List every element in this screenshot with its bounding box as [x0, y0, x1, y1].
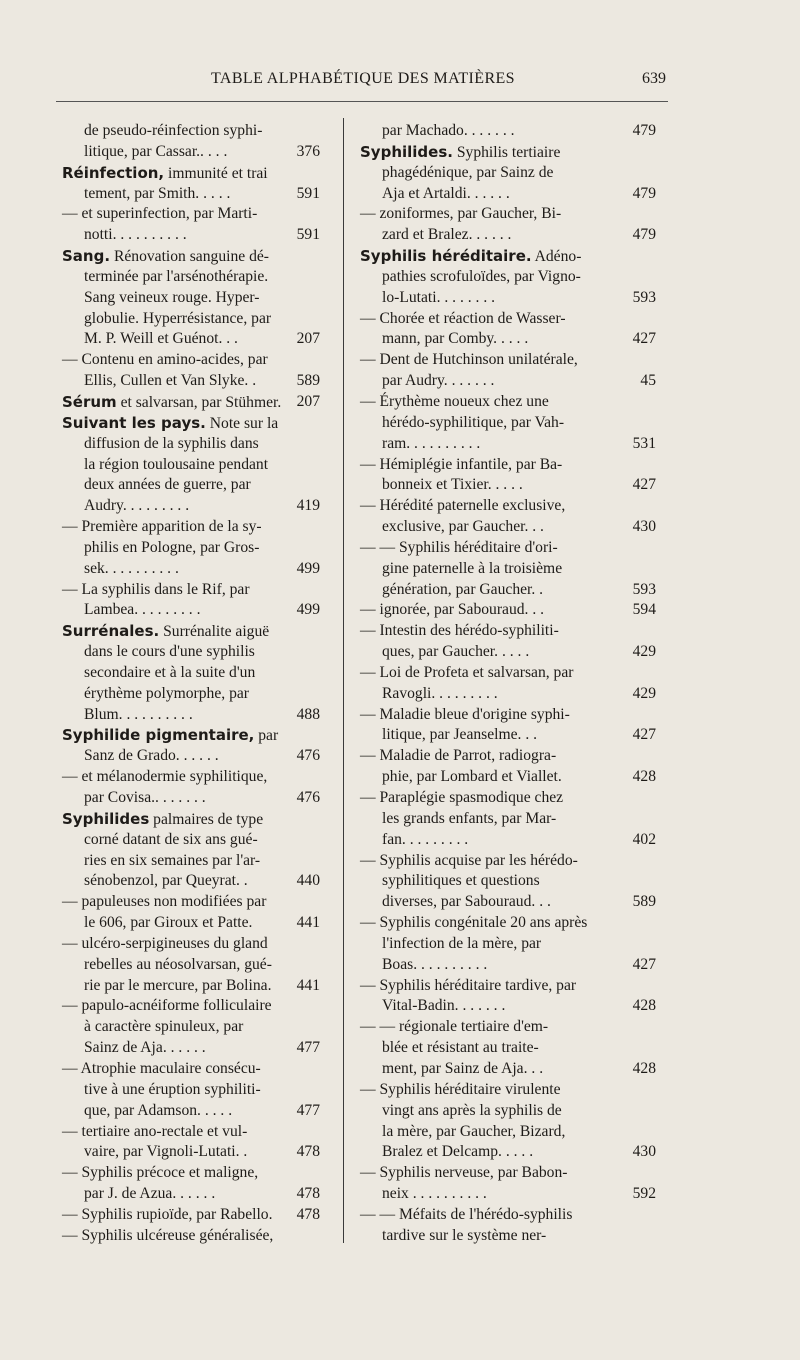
index-line: [62, 1184, 320, 1205]
index-entry-text: Surrénales. Surrénalite aiguë: [62, 622, 270, 641]
index-entry-text: — et superinfection, par Marti-: [62, 205, 258, 223]
index-entry-text: — ulcéro-serpigineuses du gland: [62, 934, 268, 952]
index-line: [62, 371, 320, 392]
index-page-number: 45: [640, 372, 656, 390]
index-line: [360, 559, 656, 580]
index-entry-text: — Hérédité paternelle exclusive,: [360, 497, 566, 515]
index-entry-text: ques, par Gaucher. . . . .: [382, 643, 530, 661]
index-entry-text: Audry. . . . . . . . .: [84, 497, 190, 515]
index-page-number: 441: [296, 976, 320, 994]
index-line: [62, 559, 320, 580]
index-line: [62, 767, 320, 788]
index-entry-text: par Audry. . . . . . .: [382, 372, 495, 390]
index-entry-text: tive à une éruption syphiliti-: [84, 1080, 261, 1098]
index-line: [360, 1038, 656, 1059]
index-entry-text: Ellis, Cullen et Van Slyke. .: [84, 372, 257, 390]
index-entry-text: — et mélanodermie syphilitique,: [62, 768, 268, 786]
index-line: [62, 434, 320, 455]
index-line: [360, 1163, 656, 1184]
index-line: [360, 934, 656, 955]
index-page-number: 477: [296, 1101, 320, 1119]
index-entry-text: — Syphilis ulcéreuse généralisée,: [62, 1226, 274, 1244]
index-line: [360, 725, 656, 746]
index-line: [62, 830, 320, 851]
index-line: [360, 267, 656, 288]
index-entry-text: que, par Adamson. . . . .: [84, 1101, 233, 1119]
index-line: [62, 851, 320, 872]
index-line: [62, 996, 320, 1017]
index-line: [360, 434, 656, 455]
index-line: [62, 976, 320, 997]
index-line: [360, 246, 656, 267]
index-entry-text: dans le cours d'une syphilis: [84, 643, 255, 661]
index-line: [62, 705, 320, 726]
index-line: [360, 642, 656, 663]
index-entry-text: Syphilis héréditaire. Adéno-: [360, 247, 582, 266]
index-entry-text: — Contenu en amino-acides, par: [62, 351, 268, 369]
index-page-number: 428: [632, 768, 656, 786]
index-page-number: 428: [632, 1059, 656, 1077]
index-entry-text: blée et résistant au traite-: [382, 1039, 539, 1057]
index-entry-text: Aja et Artaldi. . . . . .: [382, 184, 510, 202]
index-entry-text: — ignorée, par Sabouraud. . .: [360, 601, 545, 619]
index-line: [62, 121, 320, 142]
index-page-number: 499: [296, 601, 320, 619]
index-line: [62, 642, 320, 663]
index-line: [62, 1142, 320, 1163]
index-line: [360, 580, 656, 601]
index-line: [62, 684, 320, 705]
right-column: [360, 121, 656, 1247]
index-line: [360, 705, 656, 726]
index-entry-text: — Syphilis précoce et maligne,: [62, 1164, 259, 1182]
index-entry-text: la mère, par Gaucher, Bizard,: [382, 1122, 566, 1140]
index-line: [62, 621, 320, 642]
index-entry-text: génération, par Gaucher. .: [382, 580, 544, 598]
index-page-number: 402: [632, 830, 656, 848]
index-line: [62, 746, 320, 767]
index-page-number: 207: [296, 392, 320, 410]
index-line: [62, 809, 320, 830]
index-line: [360, 517, 656, 538]
index-page-number: 593: [632, 580, 656, 598]
index-line: [62, 913, 320, 934]
index-line: [360, 392, 656, 413]
index-line: [62, 1059, 320, 1080]
index-entry-text: — Maladie bleue d'origine syphi-: [360, 705, 570, 723]
index-line: [62, 580, 320, 601]
running-header: [60, 70, 666, 98]
index-page-number: 427: [632, 476, 656, 494]
index-page-number: 430: [632, 518, 656, 536]
index-entry-text: ment, par Sainz de Aja. . .: [382, 1059, 544, 1077]
index-entry-text: — tertiaire ano-rectale et vul-: [62, 1122, 248, 1140]
index-line: [360, 1101, 656, 1122]
index-page-number: 592: [632, 1185, 656, 1203]
index-entry-text: exclusive, par Gaucher. . .: [382, 518, 544, 536]
index-line: [360, 350, 656, 371]
index-entry-text: gine paternelle à la troisième: [382, 559, 563, 577]
index-entry-text: Bralez et Delcamp. . . . .: [382, 1143, 534, 1161]
index-line: [360, 413, 656, 434]
index-entry-text: Sang. Rénovation sanguine dé-: [62, 247, 269, 266]
index-entry-text: Blum. . . . . . . . . .: [84, 705, 193, 723]
index-entry-text: tardive sur le système ner-: [382, 1226, 547, 1244]
index-page-number: 499: [296, 559, 320, 577]
index-entry-text: à caractère spinuleux, par: [84, 1018, 244, 1036]
index-entry-text: — Érythème noueux chez une: [360, 392, 549, 410]
index-line: [62, 350, 320, 371]
column-divider: [343, 118, 344, 1243]
index-entry-text: le 606, par Giroux et Patte.: [84, 914, 253, 932]
index-line: [62, 725, 320, 746]
index-line: [62, 309, 320, 330]
index-page-number: 476: [296, 789, 320, 806]
index-entry-text: M. P. Weill et Guénot. . .: [84, 330, 238, 348]
index-entry-text: — Maladie de Parrot, radiogra-: [360, 747, 557, 765]
index-entry-text: terminée par l'arsénothérapie.: [84, 267, 269, 285]
index-entry-text: érythème polymorphe, par: [84, 684, 249, 702]
left-column: [62, 121, 320, 1247]
index-entry-text: — Atrophie maculaire consécu-: [62, 1059, 261, 1077]
index-entry-text: Syphilides. Syphilis tertiaire: [360, 142, 561, 161]
index-page-number: 591: [296, 184, 320, 202]
index-entry-text: vaire, par Vignoli-Lutati. .: [84, 1143, 248, 1161]
index-line: [62, 1101, 320, 1122]
index-entry-text: diffusion de la syphilis dans: [84, 434, 259, 452]
index-entry-text: de pseudo-réinfection syphi-: [84, 122, 263, 139]
index-entry-text: Suivant les pays. Note sur la: [62, 413, 279, 432]
index-entry-text: fan. . . . . . . . .: [382, 830, 469, 848]
index-line: [360, 288, 656, 309]
index-line: [62, 392, 320, 413]
index-line: [360, 684, 656, 705]
index-entry-text: globulie. Hyperrésistance, par: [84, 309, 272, 327]
index-entry-text: mann, par Comby. . . . .: [382, 330, 529, 348]
index-entry-text: Vital-Badin. . . . . . .: [382, 997, 506, 1015]
page-number: 639: [642, 70, 666, 87]
index-line: [360, 1205, 656, 1226]
index-line: [360, 184, 656, 205]
index-line: [62, 955, 320, 976]
index-page-number: 427: [632, 955, 656, 973]
index-entry-text: Lambea. . . . . . . . .: [84, 601, 201, 619]
index-line: [62, 475, 320, 496]
index-entry-text: la région toulousaine pendant: [84, 455, 269, 473]
index-line: [62, 455, 320, 476]
header-rule: [56, 101, 668, 102]
index-line: [62, 329, 320, 350]
index-line: [62, 538, 320, 559]
index-entry-text: pathies scrofuloïdes, par Vigno-: [382, 267, 581, 285]
index-entry-text: — Chorée et réaction de Wasser-: [360, 309, 566, 327]
index-entry-text: neix . . . . . . . . . .: [382, 1185, 487, 1203]
index-entry-text: — Syphilis congénitale 20 ans après: [360, 914, 588, 932]
index-page-number: 488: [296, 705, 320, 723]
index-entry-text: zard et Bralez. . . . . .: [382, 226, 512, 244]
index-line: [360, 496, 656, 517]
index-entry-text: — Syphilis héréditaire tardive, par: [360, 976, 577, 994]
index-entry-text: deux années de guerre, par: [84, 476, 251, 494]
index-page-number: 440: [296, 872, 320, 890]
index-line: [360, 475, 656, 496]
index-line: [360, 371, 656, 392]
index-entry-text: Sérum et salvarsan, par Stühmer.: [62, 392, 282, 411]
index-line: [62, 1017, 320, 1038]
index-entry-text: litique, par Cassar.. . . .: [84, 142, 228, 160]
index-entry-text: tement, par Smith. . . . .: [84, 184, 231, 202]
index-line: [360, 830, 656, 851]
index-page-number: 427: [632, 330, 656, 348]
index-page-number: 419: [296, 497, 320, 515]
index-entry-text: — Loi de Profeta et salvarsan, par: [360, 663, 574, 681]
index-page-number: 441: [296, 914, 320, 932]
index-line: [360, 955, 656, 976]
index-page-number: 429: [632, 643, 656, 661]
index-entry-text: rebelles au néosolvarsan, gué-: [84, 955, 272, 973]
index-page-number: 479: [632, 122, 656, 139]
index-line: [62, 1080, 320, 1101]
index-line: [62, 788, 320, 809]
index-line: [360, 621, 656, 642]
index-line: [360, 851, 656, 872]
index-line: [360, 204, 656, 225]
index-line: [360, 600, 656, 621]
index-entry-text: — Syphilis rupioïde, par Rabello.: [62, 1205, 273, 1223]
index-page-number: 477: [296, 1039, 320, 1057]
index-entry-text: Ravogli. . . . . . . . .: [382, 684, 498, 702]
index-page-number: 593: [632, 288, 656, 306]
index-page-number: 531: [632, 434, 656, 452]
index-entry-text: phagédénique, par Sainz de: [382, 163, 554, 181]
index-line: [360, 309, 656, 330]
index-line: [360, 913, 656, 934]
index-entry-text: — papuleuses non modifiées par: [62, 893, 267, 911]
index-line: [360, 996, 656, 1017]
index-line: [62, 1205, 320, 1226]
index-line: [62, 1163, 320, 1184]
index-page-number: 207: [296, 330, 320, 348]
index-page-number: 594: [632, 601, 656, 619]
index-entry-text: Sanz de Grado. . . . . .: [84, 747, 219, 765]
index-entry-text: secondaire et à la suite d'un: [84, 663, 256, 681]
index-entry-text: vingt ans après la syphilis de: [382, 1101, 562, 1119]
index-entry-text: — Syphilis nerveuse, par Babon-: [360, 1164, 568, 1182]
index-page-number: 478: [296, 1143, 320, 1161]
index-entry-text: — — Méfaits de l'hérédo-syphilis: [360, 1205, 573, 1223]
index-line: [62, 1122, 320, 1143]
index-line: [360, 892, 656, 913]
index-page-number: 589: [296, 372, 320, 390]
index-line: [360, 538, 656, 559]
index-entry-text: diverses, par Sabouraud. . .: [382, 893, 551, 911]
index-line: [360, 809, 656, 830]
index-entry-text: — Hémiplégie infantile, par Ba-: [360, 455, 563, 473]
index-line: [360, 142, 656, 163]
index-entry-text: bonneix et Tixier. . . . .: [382, 476, 523, 494]
index-entry-text: litique, par Jeanselme. . .: [382, 726, 538, 744]
index-entry-text: — Paraplégie spasmodique chez: [360, 789, 564, 806]
index-line: [360, 1142, 656, 1163]
index-entry-text: par Machado. . . . . . .: [382, 122, 515, 139]
index-page-number: 591: [296, 226, 320, 244]
index-line: [62, 163, 320, 184]
index-entry-text: Syphilides palmaires de type: [62, 809, 264, 828]
index-line: [62, 600, 320, 621]
index-line: [360, 746, 656, 767]
index-line: [62, 934, 320, 955]
index-entry-text: l'infection de la mère, par: [382, 934, 542, 952]
index-entry-text: — — régionale tertiaire d'em-: [360, 1018, 549, 1036]
index-entry-text: par Covisa.. . . . . . .: [84, 789, 206, 806]
index-line: [360, 1059, 656, 1080]
index-page-number: 478: [296, 1205, 320, 1223]
index-entry-text: ries en six semaines par l'ar-: [84, 851, 261, 869]
index-entry-text: rie par le mercure, par Bolina.: [84, 976, 272, 994]
index-line: [62, 225, 320, 246]
index-line: [360, 225, 656, 246]
index-line: [360, 976, 656, 997]
index-entry-text: Sainz de Aja. . . . . .: [84, 1039, 206, 1057]
index-entry-text: Sang veineux rouge. Hyper-: [84, 288, 260, 306]
index-page-number: 476: [296, 747, 320, 765]
index-line: [62, 517, 320, 538]
index-line: [62, 288, 320, 309]
index-entry-text: sek. . . . . . . . . .: [84, 559, 179, 577]
index-entry-text: hérédo-syphilitique, par Vah-: [382, 413, 565, 431]
index-page-number: 479: [632, 184, 656, 202]
index-page-number: 430: [632, 1143, 656, 1161]
index-line: [62, 142, 320, 163]
index-page-number: 428: [632, 997, 656, 1015]
index-entry-text: les grands enfants, par Mar-: [382, 809, 557, 827]
index-line: [360, 1184, 656, 1205]
index-line: [360, 121, 656, 142]
index-entry-text: — La syphilis dans le Rif, par: [62, 580, 250, 598]
index-page-number: 427: [632, 726, 656, 744]
index-entry-text: — zoniformes, par Gaucher, Bi-: [360, 205, 562, 223]
index-line: [62, 1226, 320, 1247]
index-entry-text: notti. . . . . . . . . .: [84, 226, 187, 244]
index-line: [62, 184, 320, 205]
index-line: [360, 163, 656, 184]
index-entry-text: syphilitiques et questions: [382, 872, 540, 890]
index-line: [360, 1080, 656, 1101]
index-page-number: 478: [296, 1185, 320, 1203]
index-entry-text: corné datant de six ans gué-: [84, 830, 258, 848]
index-entry-text: — Syphilis acquise par les hérédo-: [360, 851, 578, 869]
index-entry-text: — papulo-acnéiforme folliculaire: [62, 997, 272, 1015]
index-entry-text: lo-Lutati. . . . . . . .: [382, 288, 496, 306]
index-page-number: 429: [632, 684, 656, 702]
index-entry-text: sénobenzol, par Queyrat. .: [84, 872, 248, 890]
index-line: [62, 871, 320, 892]
index-entry-text: Boas. . . . . . . . . .: [382, 955, 488, 973]
index-line: [62, 496, 320, 517]
index-line: [62, 1038, 320, 1059]
index-line: [360, 663, 656, 684]
index-entry-text: phie, par Lombard et Viallet.: [382, 768, 562, 786]
index-entry-text: ram. . . . . . . . . .: [382, 434, 481, 452]
index-entry-text: — Syphilis héréditaire virulente: [360, 1080, 561, 1098]
index-line: [360, 767, 656, 788]
index-line: [360, 871, 656, 892]
index-page-number: 479: [632, 226, 656, 244]
index-line: [360, 1226, 656, 1247]
index-entry-text: — Intestin des hérédo-syphiliti-: [360, 622, 559, 640]
index-entry-text: par J. de Azua. . . . . .: [84, 1185, 216, 1203]
index-line: [360, 1122, 656, 1143]
index-entry-text: Réinfection, immunité et trai: [62, 163, 268, 182]
index-entry-text: Syphilide pigmentaire, par: [62, 726, 279, 745]
index-entry-text: philis en Pologne, par Gros-: [84, 538, 260, 556]
index-line: [62, 892, 320, 913]
index-line: [360, 1017, 656, 1038]
index-line: [62, 413, 320, 434]
header-title: TABLE ALPHABÉTIQUE DES MATIÈRES: [210, 70, 515, 87]
index-line: [62, 663, 320, 684]
index-line: [62, 204, 320, 225]
index-entry-text: — Première apparition de la sy-: [62, 518, 262, 536]
index-line: [62, 246, 320, 267]
index-entry-text: — Dent de Hutchinson unilatérale,: [360, 351, 578, 369]
index-page-number: 376: [296, 142, 320, 160]
index-entry-text: — — Syphilis héréditaire d'ori-: [360, 538, 558, 556]
index-line: [360, 455, 656, 476]
index-line: [360, 329, 656, 350]
index-line: [360, 788, 656, 809]
index-page-number: 589: [632, 893, 656, 911]
index-line: [62, 267, 320, 288]
